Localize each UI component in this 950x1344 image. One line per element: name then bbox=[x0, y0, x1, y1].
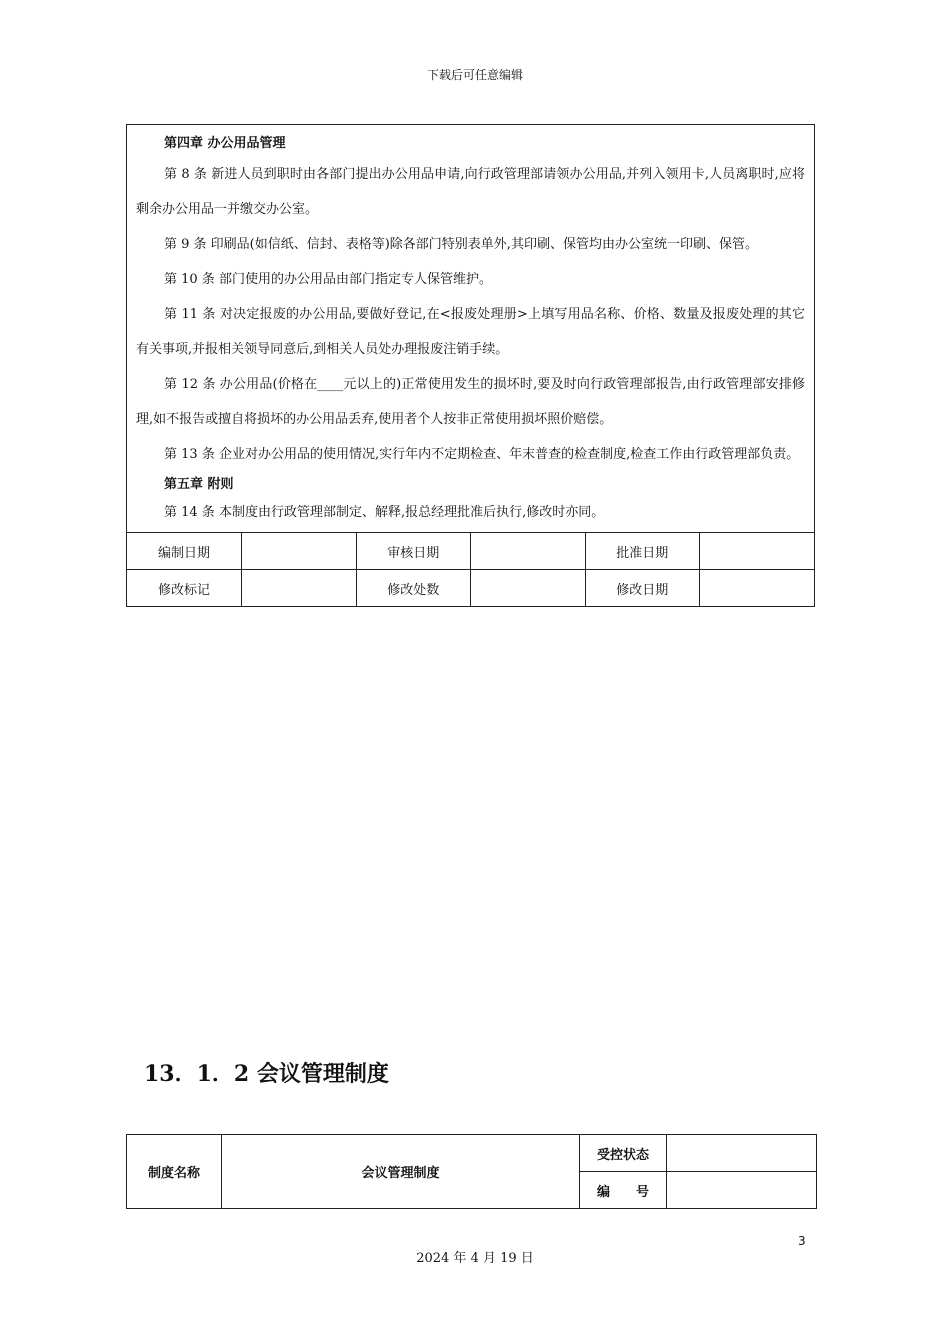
regulation-name-value: 会议管理制度 bbox=[222, 1135, 580, 1209]
article-13: 第 13 条 企业对办公用品的使用情况,实行年内不定期检查、年末普查的检查制度,检查工作由行政管理部负责。 bbox=[164, 447, 800, 462]
page-number: 3 bbox=[798, 1234, 806, 1248]
regulation-info-box bbox=[126, 1134, 816, 1209]
article-9: 第 9 条 印刷品(如信纸、信封、表格等)除各部门特别表单外,其印刷、保管均由办公室统一印刷、保管。 bbox=[164, 237, 758, 252]
number-label: 编 号 bbox=[580, 1172, 667, 1209]
number-field[interactable] bbox=[667, 1172, 817, 1209]
regulation-box bbox=[126, 124, 815, 607]
article-10: 第 10 条 部门使用的办公用品由部门指定专人保管维护。 bbox=[164, 272, 492, 287]
table-row bbox=[127, 533, 814, 570]
section-title: 13．1．2 会议管理制度 bbox=[144, 1061, 389, 1087]
compile-date-label: 编制日期 bbox=[127, 533, 242, 570]
review-date-field[interactable] bbox=[471, 533, 586, 570]
revision-count-label: 修改处数 bbox=[356, 570, 471, 607]
signoff-table bbox=[127, 532, 814, 606]
article-11: 第 11 条 对决定报废的办公用品,要做好登记,在<报废处理册>上填写用品名称、价格、数量及报废处理的其它有关事项,并报相关领导同意后,到相关人员处办理报废注销手续。 bbox=[136, 307, 805, 357]
regulation-info-table bbox=[126, 1134, 817, 1209]
chapter-5-heading: 第五章 附则 bbox=[164, 477, 234, 492]
approve-date-field[interactable] bbox=[700, 533, 815, 570]
table-row bbox=[127, 570, 814, 607]
review-date-label: 审核日期 bbox=[356, 533, 471, 570]
footer-date: 2024 年 4 月 19 日 bbox=[416, 1251, 534, 1266]
chapter-4-heading: 第四章 办公用品管理 bbox=[164, 136, 286, 151]
revision-mark-field[interactable] bbox=[242, 570, 357, 607]
revision-mark-label: 修改标记 bbox=[127, 570, 242, 607]
revision-count-field[interactable] bbox=[471, 570, 586, 607]
header-note: 下载后可任意编辑 bbox=[426, 68, 523, 82]
control-status-field[interactable] bbox=[667, 1135, 817, 1172]
revision-date-label: 修改日期 bbox=[585, 570, 700, 607]
compile-date-field[interactable] bbox=[242, 533, 357, 570]
revision-date-field[interactable] bbox=[700, 570, 815, 607]
article-12: 第 12 条 办公用品(价格在____元以上的)正常使用发生的损坏时,要及时向行政管理部报告,由行政管理部安排修理,如不报告或擅自将损坏的办公用品丢弃,使用者个人按非正常使用损坏照价赔偿。 bbox=[136, 377, 805, 427]
table-row bbox=[127, 1135, 817, 1172]
article-8: 第 8 条 新进人员到职时由各部门提出办公用品申请,向行政管理部请领办公用品,并列入领用卡,人员离职时,应将剩余办公用品一并缴交办公室。 bbox=[136, 167, 805, 217]
control-status-label: 受控状态 bbox=[580, 1135, 667, 1172]
approve-date-label: 批准日期 bbox=[585, 533, 700, 570]
regulation-content bbox=[127, 125, 814, 532]
article-14: 第 14 条 本制度由行政管理部制定、解释,报总经理批准后执行,修改时亦同。 bbox=[164, 505, 605, 520]
regulation-name-label: 制度名称 bbox=[127, 1135, 222, 1209]
